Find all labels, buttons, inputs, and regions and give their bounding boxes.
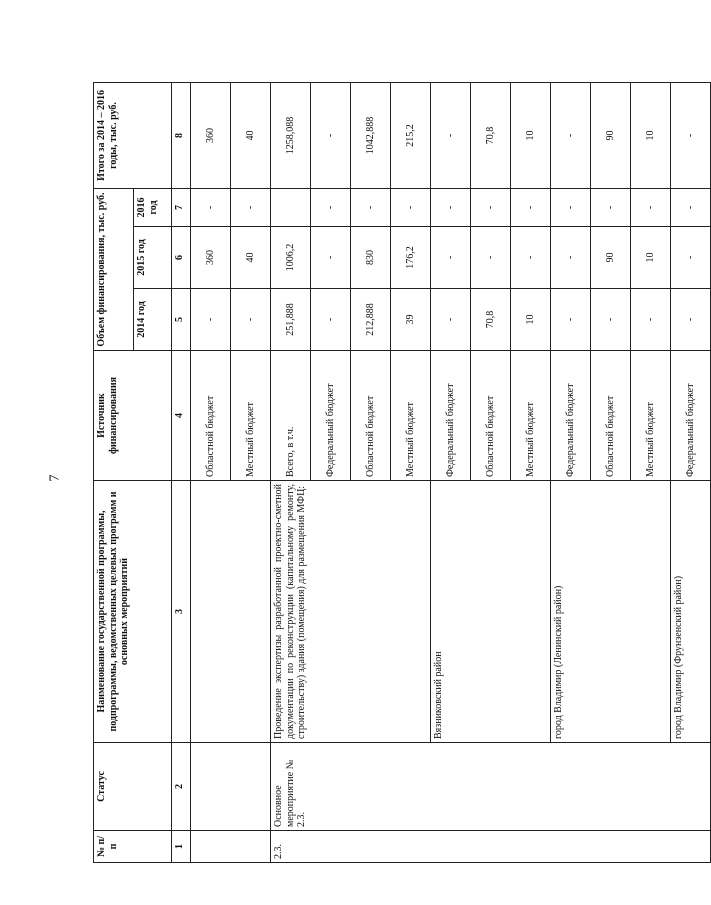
col-number: 6 (172, 227, 191, 289)
header-num: № п/п (94, 831, 172, 863)
district-name: город Владимир (Фрунзенский район) (671, 481, 711, 743)
col-number: 3 (172, 481, 191, 743)
header-name: Наименование государственной программы, подпрограммы, ведомственных целевых программ и основных мероприятий (94, 481, 172, 743)
source-cell: Федеральный бюджет (551, 351, 591, 481)
value-total: - (671, 82, 711, 188)
value-2014: - (431, 289, 471, 351)
header-status: Статус (94, 743, 172, 831)
value-2016: - (511, 188, 551, 226)
value-total: 70,8 (471, 82, 511, 188)
value-2015: 10 (631, 227, 671, 289)
value-2014: 212,888 (351, 289, 391, 351)
value-2014: - (631, 289, 671, 351)
value-2014: 39 (391, 289, 431, 351)
value-2014: - (671, 289, 711, 351)
rotated-table-sheet (93, 83, 696, 863)
district-name: город Владимир (Ленинский район) (551, 481, 671, 743)
value-2016 (271, 188, 311, 226)
col-number: 8 (172, 82, 191, 188)
value-total: - (431, 82, 471, 188)
value-2014: - (551, 289, 591, 351)
col-number: 1 (172, 831, 191, 863)
value-2015: - (311, 227, 351, 289)
value-2015: 90 (591, 227, 631, 289)
value-2016: - (231, 188, 271, 226)
value-total: 40 (231, 82, 271, 188)
value-2016: - (431, 188, 471, 226)
header-total: Итого за 2014 – 2016 годы, тыс. руб. (94, 82, 172, 188)
value-2016: - (471, 188, 511, 226)
source-cell: Федеральный бюджет (431, 351, 471, 481)
source-cell: Областной бюджет (471, 351, 511, 481)
value-2014: - (591, 289, 631, 351)
value-2014: 70,8 (471, 289, 511, 351)
value-2016: - (351, 188, 391, 226)
header-2015: 2015 год (134, 227, 172, 289)
value-2016: - (551, 188, 591, 226)
page-number: 7 (47, 474, 63, 482)
value-total: - (311, 82, 351, 188)
value-2016: - (311, 188, 351, 226)
value-2015: - (511, 227, 551, 289)
value-2016: - (591, 188, 631, 226)
value-2014: - (311, 289, 351, 351)
value-2015: 176,2 (391, 227, 431, 289)
col-number: 4 (172, 351, 191, 481)
col-number: 2 (172, 743, 191, 831)
value-2016: - (671, 188, 711, 226)
source-cell: Областной бюджет (591, 351, 631, 481)
district-name: Вязниковский район (431, 481, 551, 743)
item-number: 2.3. (271, 831, 711, 863)
value-2016: - (191, 188, 231, 226)
value-2014: 10 (511, 289, 551, 351)
item-name: Проведение экспертизы разработанной проектно-сметной документации по реконструкции (капитальному ремонту, строительству) здания (помещения) для размещения МФЦ: (271, 481, 431, 743)
value-total: 1042,888 (351, 82, 391, 188)
value-total: - (551, 82, 591, 188)
header-2016: 2016 год (134, 188, 172, 226)
table-row (191, 82, 231, 862)
value-2016: - (631, 188, 671, 226)
value-2014: 251,888 (271, 289, 311, 351)
value-total: 10 (511, 82, 551, 188)
value-2015: - (471, 227, 511, 289)
item-status: Основное мероприятие № 2.3. (271, 743, 711, 831)
value-2015: 830 (351, 227, 391, 289)
value-total: 90 (591, 82, 631, 188)
value-2015: 360 (191, 227, 231, 289)
value-2015: - (671, 227, 711, 289)
value-total: 360 (191, 82, 231, 188)
source-cell: Всего, в т.ч. (271, 351, 311, 481)
value-total: 215,2 (391, 82, 431, 188)
source-cell: Местный бюджет (231, 351, 271, 481)
value-2015: - (551, 227, 591, 289)
value-2015: 1006,2 (271, 227, 311, 289)
value-2014: - (191, 289, 231, 351)
source-cell: Местный бюджет (391, 351, 431, 481)
table-row (271, 82, 311, 862)
financing-table (93, 82, 711, 863)
value-2015: - (431, 227, 471, 289)
value-2015: 40 (231, 227, 271, 289)
col-number: 7 (172, 188, 191, 226)
value-total: 10 (631, 82, 671, 188)
source-cell: Местный бюджет (511, 351, 551, 481)
header-volume: Объем финансирования, тыс. руб. (94, 188, 134, 350)
value-2016: - (391, 188, 431, 226)
source-cell: Федеральный бюджет (311, 351, 351, 481)
header-2014: 2014 год (134, 289, 172, 351)
value-2014: - (231, 289, 271, 351)
value-total: 1258,088 (271, 82, 311, 188)
col-number: 5 (172, 289, 191, 351)
source-cell: Областной бюджет (351, 351, 391, 481)
header-source: Источник финансирования (94, 351, 172, 481)
source-cell: Федеральный бюджет (671, 351, 711, 481)
source-cell: Местный бюджет (631, 351, 671, 481)
source-cell: Областной бюджет (191, 351, 231, 481)
